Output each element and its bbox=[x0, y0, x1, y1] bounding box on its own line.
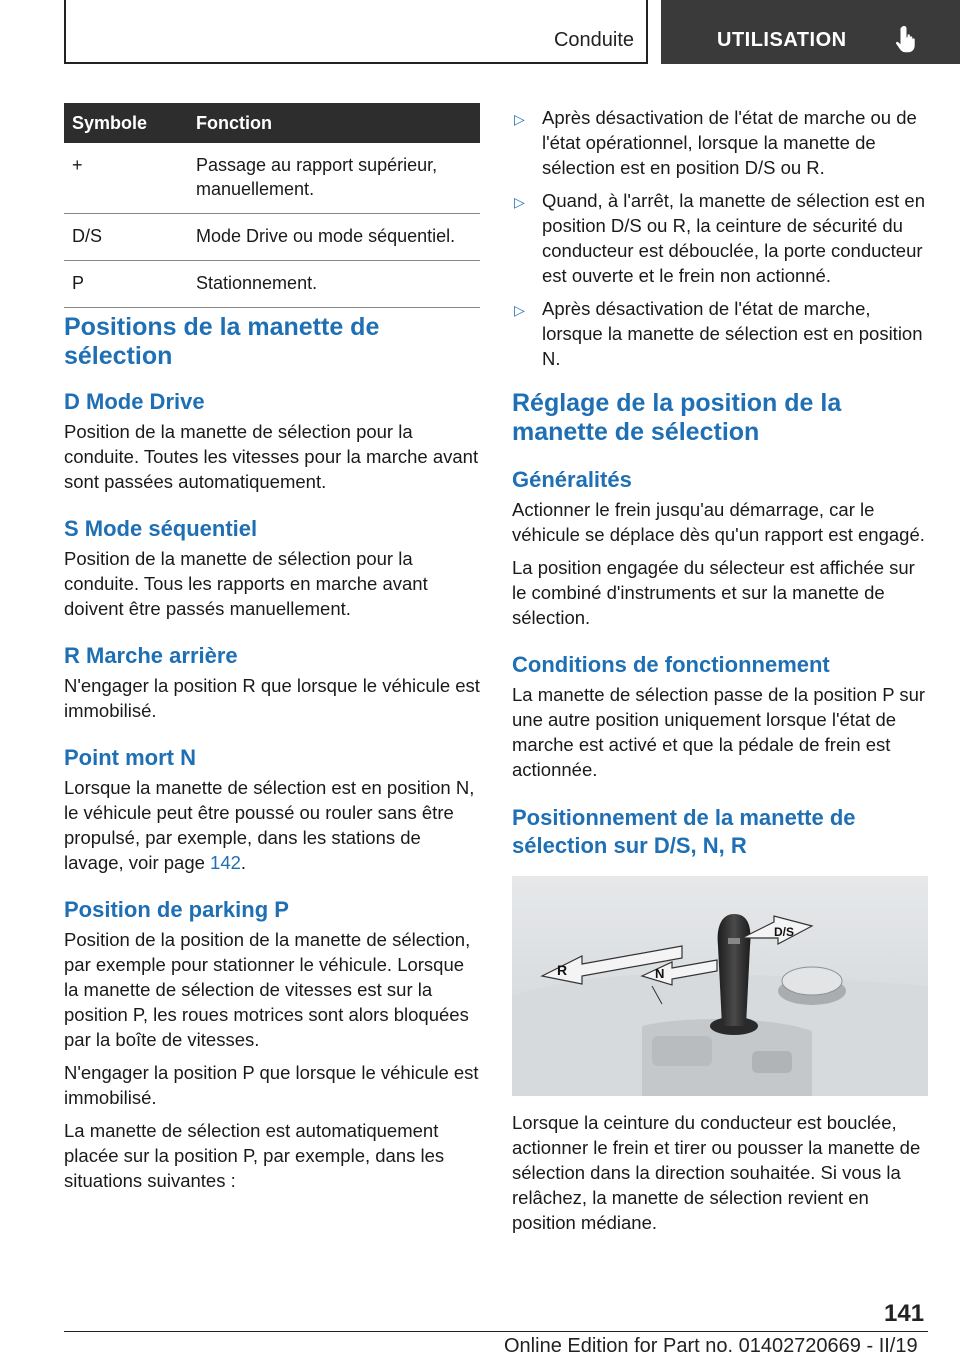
table-cell-symbol: + bbox=[64, 143, 188, 214]
table-cell-function: Passage au rapport supérieur, manuellement. bbox=[188, 143, 480, 214]
table-row bbox=[64, 261, 480, 308]
page-reference-link[interactable]: 142 bbox=[210, 852, 241, 873]
hand-pointer-icon bbox=[895, 24, 921, 54]
heading-positions: Positions de la manette de sélection bbox=[64, 313, 380, 370]
heading-generalites: Généralités bbox=[512, 467, 632, 492]
heading-conditions: Conditions de fonctionnement bbox=[512, 652, 830, 677]
paragraph-park-2: N'engager la position P que lorsque le véhicule est immobilisé. bbox=[64, 1062, 479, 1108]
triangle-bullet-icon: ▷ bbox=[514, 111, 525, 127]
list-item bbox=[512, 296, 928, 371]
left-column bbox=[64, 313, 480, 1201]
chapter-title: UTILISATION bbox=[717, 29, 847, 51]
paragraph-conditions: La manette de sélection passe de la position P sur une autre position uniquement lorsque l'état de marche est activé et que la pédale de frein est actionnée. bbox=[512, 684, 926, 780]
paragraph-position-ds: Lorsque la ceinture du conducteur est bouclée, actionner le frein et tirer ou pousser la manette de sélection dans la direction souhaitée. Si vous la relâchez, la manette de sélection revient en position médiane. bbox=[512, 1112, 921, 1233]
running-header bbox=[64, 0, 648, 64]
paragraph-neutral-text: Lorsque la manette de sélection est en position N, le véhicule peut être poussé ou rouler sans être propulsé, par exemple, dans les stations de lavage, voir page bbox=[64, 777, 475, 873]
section-title: Conduite bbox=[553, 29, 634, 51]
table-header-symbol: Symbole bbox=[64, 103, 188, 143]
heading-position-ds: Positionnement de la manette de sélection sur D/S, N, R bbox=[512, 805, 856, 858]
footer-edition: Online Edition for Part no. 01402720669 - II/19 bbox=[504, 1335, 918, 1357]
figure-label-n: N bbox=[655, 966, 665, 981]
heading-reglage: Réglage de la position de la manette de sélection bbox=[512, 389, 842, 446]
paragraph-park-3: La manette de sélection est automatiquement placée sur la position P, par exemple, dans les situations suivantes : bbox=[64, 1120, 445, 1191]
table-header-row bbox=[64, 103, 480, 143]
paragraph-drive-mode: Position de la manette de sélection pour la conduite. Toutes les vitesses pour la marche avant sont passées automatiquement. bbox=[64, 421, 479, 492]
figure-label-ds: D/S bbox=[774, 925, 795, 939]
heading-reverse: R Marche arrière bbox=[64, 643, 238, 668]
heading-sequential-mode: S Mode séquentiel bbox=[64, 516, 258, 541]
footer-divider bbox=[64, 1331, 928, 1332]
list-item bbox=[512, 105, 928, 180]
heading-neutral: Point mort N bbox=[64, 745, 196, 770]
heading-park: Position de parking P bbox=[64, 897, 289, 922]
chapter-tab bbox=[661, 0, 960, 64]
list-item-text: Après désactivation de l'état de marche, lorsque la manette de sélection est en position N. bbox=[542, 298, 923, 369]
figure-label-r: R bbox=[557, 962, 568, 978]
table-row bbox=[64, 214, 480, 261]
paragraph-generalites-1: Actionner le frein jusqu'au démarrage, car le véhicule se déplace dès qu'un rapport est engagé. bbox=[512, 499, 925, 545]
table-header-function: Fonction bbox=[188, 103, 480, 143]
table-cell-symbol: P bbox=[64, 261, 188, 308]
paragraph-neutral bbox=[64, 775, 480, 875]
triangle-bullet-icon: ▷ bbox=[514, 302, 525, 318]
symbol-table bbox=[64, 103, 480, 308]
auto-park-conditions-list bbox=[512, 105, 928, 371]
table-cell-symbol: D/S bbox=[64, 214, 188, 261]
gear-selector-illustration bbox=[512, 876, 928, 1096]
table-row bbox=[64, 143, 480, 214]
paragraph-neutral-end: . bbox=[240, 852, 247, 873]
paragraph-generalites-2: La position engagée du sélecteur est affichée sur le combiné d'instruments et sur la manette de sélection. bbox=[512, 557, 915, 628]
list-item bbox=[512, 188, 928, 288]
list-item-text: Quand, à l'arrêt, la manette de sélection est en position D/S ou R, la ceinture de sécurité du conducteur est débouclée, la porte conducteur est ouverte et le frein non actionné. bbox=[542, 190, 926, 286]
table-cell-function: Stationnement. bbox=[188, 261, 480, 308]
paragraph-reverse: N'engager la position R que lorsque le véhicule est immobilisé. bbox=[64, 675, 480, 721]
page-number: 141 bbox=[884, 1300, 925, 1327]
right-column bbox=[512, 105, 928, 1243]
list-item-text: Après désactivation de l'état de marche ou de l'état opérationnel, lorsque la manette de sélection est en position D/S ou R. bbox=[542, 107, 917, 178]
heading-drive-mode: D Mode Drive bbox=[64, 389, 205, 414]
paragraph-sequential-mode: Position de la manette de sélection pour la conduite. Tous les rapports en marche avant doivent être passés manuellement. bbox=[64, 548, 428, 619]
table-cell-function: Mode Drive ou mode séquentiel. bbox=[188, 214, 480, 261]
paragraph-park-1: Position de la position de la manette de sélection, par exemple pour stationner le véhicule. Lorsque la manette de sélection de vitesses est sur la position P, les roues motrices sont alors bloquées par la boîte de vitesses. bbox=[64, 929, 471, 1050]
triangle-bullet-icon: ▷ bbox=[514, 194, 525, 210]
